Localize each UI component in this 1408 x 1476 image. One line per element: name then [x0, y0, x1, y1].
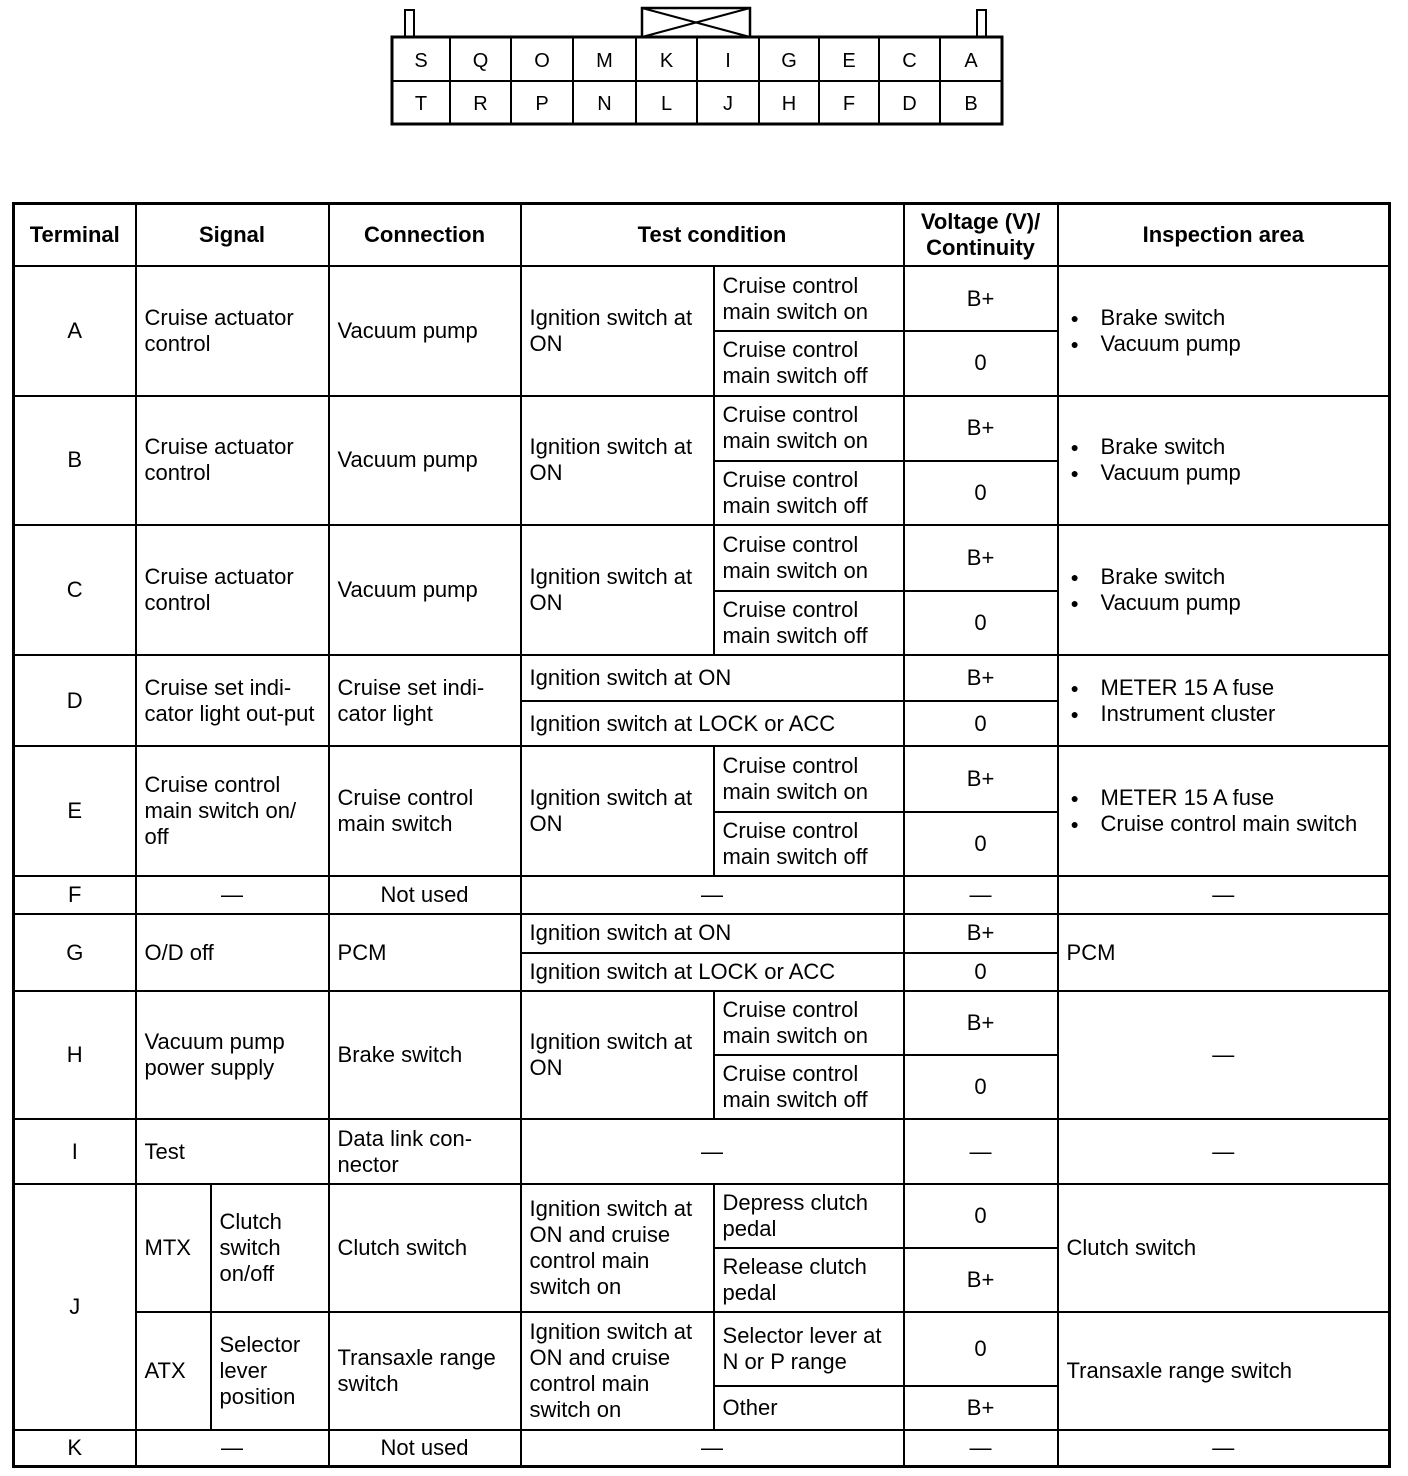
table-row: [14, 876, 1390, 914]
value-cell: B+: [904, 746, 1058, 811]
signal-cell: Test: [136, 1119, 329, 1183]
condition-cell: Ignition switch at LOCK or ACC: [521, 701, 904, 746]
inspection-item: ● Brake switch: [1101, 564, 1381, 590]
pin-label: H: [781, 92, 797, 115]
condition-cell: Ignition switch at ON: [521, 655, 904, 701]
value-cell: —: [904, 876, 1058, 914]
value-cell: 0: [904, 591, 1058, 655]
inspection-item: ● Instrument cluster: [1101, 701, 1381, 727]
pin-label: D: [902, 92, 917, 115]
pin-label: R: [473, 92, 488, 115]
table-row: [14, 1184, 1390, 1248]
sub-condition-cell: Cruise control main switch on: [714, 266, 904, 331]
value-cell: 0: [904, 461, 1058, 525]
connection-cell: Cruise set indi-cator light: [329, 655, 521, 747]
inspection-item: ● METER 15 A fuse: [1101, 785, 1381, 811]
connection-cell: Not used: [329, 876, 521, 914]
inspection-item: ● Brake switch: [1101, 305, 1381, 331]
terminal-cell: F: [14, 876, 136, 914]
terminal-cell: E: [14, 746, 136, 876]
condition-cell: Ignition switch at ON: [521, 746, 714, 876]
condition-cell: Ignition switch at LOCK or ACC: [521, 953, 904, 991]
header-voltage-line1: Voltage (V)/: [920, 208, 1041, 234]
pin-label: K: [659, 49, 674, 72]
value-cell: 0: [904, 953, 1058, 991]
sub-condition-cell: Cruise control main switch off: [714, 812, 904, 876]
condition-cell: Ignition switch at ON: [521, 396, 714, 526]
table-row: [14, 991, 1390, 1055]
signal-cell: Cruise control main switch on/ off: [136, 746, 329, 876]
value-cell: B+: [904, 525, 1058, 590]
table-row: [14, 266, 1390, 331]
connector-top-row: [392, 40, 1002, 82]
value-cell: 0: [904, 812, 1058, 876]
table-row: [14, 746, 1390, 811]
connection-cell: Clutch switch: [329, 1184, 521, 1313]
sub-condition-cell: Depress clutch pedal: [714, 1184, 904, 1248]
pin-label: B: [964, 92, 978, 115]
sub-condition-cell: Cruise control main switch off: [714, 461, 904, 525]
table-row: [14, 1119, 1390, 1183]
table-row: [14, 914, 1390, 952]
connector-diagram: [390, 6, 1004, 126]
value-cell: —: [904, 1119, 1058, 1183]
inspection-item: ● Cruise control main switch: [1101, 811, 1381, 837]
table-row: [14, 1312, 1390, 1385]
condition-cell: Ignition switch at ON and cruise control main switch on: [521, 1184, 714, 1313]
condition-cell: Ignition switch at ON: [521, 914, 904, 952]
connection-cell: Vacuum pump: [329, 396, 521, 526]
terminal-cell: B: [14, 396, 136, 526]
value-cell: B+: [904, 655, 1058, 701]
pin-label: I: [725, 49, 731, 72]
terminal-cell: G: [14, 914, 136, 990]
signal-cell: Cruise actuator control: [136, 266, 329, 396]
condition-cell: Ignition switch at ON: [521, 266, 714, 396]
header-test-condition: Test condition: [521, 204, 904, 266]
pin-label: M: [596, 49, 613, 72]
terminal-cell: D: [14, 655, 136, 747]
inspection-item: ● METER 15 A fuse: [1101, 675, 1381, 701]
sub-condition-cell: Cruise control main switch on: [714, 746, 904, 811]
header-voltage-line2: Continuity: [926, 234, 1035, 260]
signal-cell: Clutch switch on/off: [211, 1184, 329, 1313]
value-cell: B+: [904, 1386, 1058, 1430]
pin-label: N: [597, 92, 612, 115]
condition-cell: Ignition switch at ON: [521, 525, 714, 655]
inspection-cell: [1058, 266, 1390, 396]
condition-cell: Ignition switch at ON: [521, 991, 714, 1120]
terminal-cell: J: [14, 1184, 136, 1430]
inspection-cell: [1058, 746, 1390, 876]
pin-label: E: [842, 49, 856, 72]
signal-cell: O/D off: [136, 914, 329, 990]
inspection-cell: —: [1058, 876, 1390, 914]
table-row: [14, 396, 1390, 461]
pin-label: Q: [472, 49, 489, 72]
sub-condition-cell: Other: [714, 1386, 904, 1430]
condition-cell: —: [521, 876, 904, 914]
sub-condition-cell: Cruise control main switch on: [714, 396, 904, 461]
sub-condition-cell: Cruise control main switch off: [714, 591, 904, 655]
header-terminal: Terminal: [14, 204, 136, 266]
connector-bottom-row: [392, 83, 1002, 125]
signal-cell: Cruise actuator control: [136, 396, 329, 526]
sub-condition-cell: Selector lever at N or P range: [714, 1312, 904, 1385]
value-cell: 0: [904, 331, 1058, 395]
signal-cell: Cruise set indi-cator light out-put: [136, 655, 329, 747]
condition-cell: Ignition switch at ON and cruise control main switch on: [521, 1312, 714, 1430]
connection-cell: Transaxle range switch: [329, 1312, 521, 1430]
signal-cell: Selector lever position: [211, 1312, 329, 1430]
signal-cell: Vacuum pump power supply: [136, 991, 329, 1120]
inspection-cell: [1058, 655, 1390, 747]
inspection-item: ● Brake switch: [1101, 434, 1381, 460]
inspection-cell: PCM: [1058, 914, 1390, 990]
pin-label: A: [964, 49, 978, 72]
value-cell: B+: [904, 914, 1058, 952]
terminal-cell: A: [14, 266, 136, 396]
signal-cell: —: [136, 1430, 329, 1466]
terminal-cell: H: [14, 991, 136, 1120]
terminal-spec-table: [12, 202, 1391, 1468]
value-cell: 0: [904, 1184, 1058, 1248]
pin-label: G: [781, 49, 797, 72]
inspection-cell: —: [1058, 1119, 1390, 1183]
table-row: [14, 525, 1390, 590]
signal-cell: Cruise actuator control: [136, 525, 329, 655]
pin-label: J: [723, 92, 733, 115]
table-row: [14, 1430, 1390, 1466]
header-signal: Signal: [136, 204, 329, 266]
transmission-type-cell: MTX: [136, 1184, 211, 1313]
sub-condition-cell: Cruise control main switch on: [714, 525, 904, 590]
table-row: [14, 655, 1390, 701]
connection-cell: Vacuum pump: [329, 525, 521, 655]
header-inspection-area: Inspection area: [1058, 204, 1390, 266]
connection-cell: Brake switch: [329, 991, 521, 1120]
terminal-cell: C: [14, 525, 136, 655]
inspection-item: ● Vacuum pump: [1101, 460, 1381, 486]
sub-condition-cell: Cruise control main switch off: [714, 1055, 904, 1119]
value-cell: 0: [904, 701, 1058, 746]
header-voltage: [904, 204, 1058, 266]
pin-label: O: [534, 49, 550, 72]
value-cell: B+: [904, 991, 1058, 1055]
inspection-cell: [1058, 396, 1390, 526]
connection-cell: Cruise control main switch: [329, 746, 521, 876]
connection-cell: PCM: [329, 914, 521, 990]
signal-cell: —: [136, 876, 329, 914]
inspection-cell: Transaxle range switch: [1058, 1312, 1390, 1430]
value-cell: B+: [904, 266, 1058, 331]
inspection-item: ● Vacuum pump: [1101, 590, 1381, 616]
pin-label: L: [660, 92, 673, 115]
terminal-cell: K: [14, 1430, 136, 1466]
header-connection: Connection: [329, 204, 521, 266]
pin-label: S: [414, 49, 428, 72]
connection-cell: Vacuum pump: [329, 266, 521, 396]
value-cell: 0: [904, 1055, 1058, 1119]
pin-label: F: [842, 92, 856, 115]
connection-cell: Not used: [329, 1430, 521, 1466]
pin-label: P: [535, 92, 549, 115]
inspection-cell: —: [1058, 1430, 1390, 1466]
terminal-cell: I: [14, 1119, 136, 1183]
condition-cell: —: [521, 1430, 904, 1466]
inspection-cell: [1058, 525, 1390, 655]
value-cell: B+: [904, 396, 1058, 461]
pin-label: C: [902, 49, 917, 72]
header-row: [14, 204, 1390, 266]
sub-condition-cell: Cruise control main switch on: [714, 991, 904, 1055]
inspection-cell: Clutch switch: [1058, 1184, 1390, 1313]
connection-cell: Data link con-nector: [329, 1119, 521, 1183]
sub-condition-cell: Cruise control main switch off: [714, 331, 904, 395]
pin-label: T: [414, 92, 428, 115]
inspection-item: ● Vacuum pump: [1101, 331, 1381, 357]
value-cell: —: [904, 1430, 1058, 1466]
transmission-type-cell: ATX: [136, 1312, 211, 1430]
value-cell: 0: [904, 1312, 1058, 1385]
inspection-cell: —: [1058, 991, 1390, 1120]
value-cell: B+: [904, 1248, 1058, 1312]
sub-condition-cell: Release clutch pedal: [714, 1248, 904, 1312]
condition-cell: —: [521, 1119, 904, 1183]
